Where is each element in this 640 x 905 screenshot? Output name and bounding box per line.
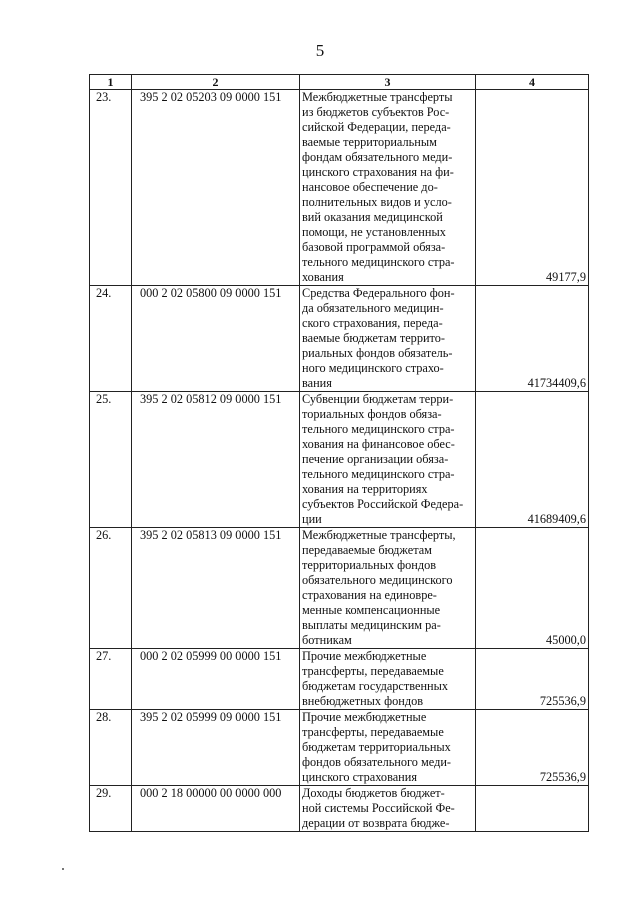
income-description: Субвенции бюджетам терри- ториальных фондов обяза- тельного медицинского стра- хования на финансовое обес- печение организации обяза- тельного медицинского стра- хования на территориях субъектов Российской Федера- ции — [300, 392, 476, 528]
table-row — [90, 90, 589, 286]
row-number: 26. — [90, 528, 132, 649]
page-number: 5 — [315, 41, 325, 60]
table-row — [90, 710, 589, 786]
budget-table — [89, 74, 589, 832]
income-description: Средства Федерального фон- да обязательного медицин- ского страхования, переда- ваемые бюджетам террито- риальных фондов обязатель- ного медицинского страхо- вания — [300, 286, 476, 392]
amount: 45000,0 — [476, 528, 589, 649]
amount: 41689409,6 — [476, 392, 589, 528]
table-header-row — [90, 75, 589, 90]
row-number: 24. — [90, 286, 132, 392]
budget-code: 395 2 02 05813 09 0000 151 — [132, 528, 300, 649]
budget-code: 395 2 02 05203 09 0000 151 — [132, 90, 300, 286]
table-row — [90, 786, 589, 832]
budget-code: 395 2 02 05999 09 0000 151 — [132, 710, 300, 786]
column-header-3: 3 — [300, 75, 476, 90]
amount: 725536,9 — [476, 649, 589, 710]
column-header-1: 1 — [90, 75, 132, 90]
budget-code: 000 2 02 05999 00 0000 151 — [132, 649, 300, 710]
income-description: Межбюджетные трансферты из бюджетов субъектов Рос- сийской Федерации, переда- ваемые территориальным фондам обязательного меди- цинского страхования на фи- нансовое обеспечение до- полнительных видов и усло- вий оказания медицинской помощи, не установленных базовой программой обяза- тельного медицинского стра- хования — [300, 90, 476, 286]
table-row — [90, 528, 589, 649]
table-row — [90, 649, 589, 710]
row-number: 27. — [90, 649, 132, 710]
row-number: 28. — [90, 710, 132, 786]
row-number: 29. — [90, 786, 132, 832]
budget-code: 000 2 02 05800 09 0000 151 — [132, 286, 300, 392]
budget-code: 395 2 02 05812 09 0000 151 — [132, 392, 300, 528]
column-header-4: 4 — [476, 75, 589, 90]
row-number: 23. — [90, 90, 132, 286]
amount: 49177,9 — [476, 90, 589, 286]
income-description: Прочие межбюджетные трансферты, передаваемые бюджетам территориальных фондов обязательного меди- цинского страхования — [300, 710, 476, 786]
row-number: 25. — [90, 392, 132, 528]
income-description: Доходы бюджетов бюджет- ной системы Российской Фе- дерации от возврата бюдже- — [300, 786, 476, 832]
amount: 725536,9 — [476, 710, 589, 786]
income-description: Межбюджетные трансферты, передаваемые бюджетам территориальных фондов обязательного медицинского страхования на единовре- менные компенсационные выплаты медицинским ра- ботникам — [300, 528, 476, 649]
amount — [476, 786, 589, 832]
scan-speck — [62, 868, 64, 870]
table-row — [90, 392, 589, 528]
column-header-2: 2 — [132, 75, 300, 90]
income-description: Прочие межбюджетные трансферты, передаваемые бюджетам государственных внебюджетных фондов — [300, 649, 476, 710]
budget-code: 000 2 18 00000 00 0000 000 — [132, 786, 300, 832]
table-row — [90, 286, 589, 392]
amount: 41734409,6 — [476, 286, 589, 392]
